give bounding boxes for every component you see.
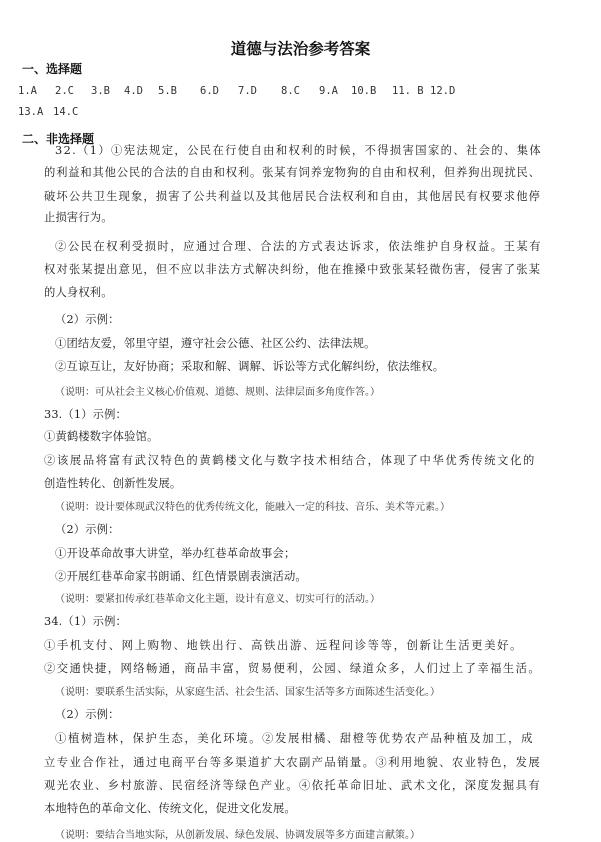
- mc-answer: 1.A: [18, 85, 37, 97]
- answer-line: （2）示例：: [55, 523, 120, 536]
- mc-answer: 2.C: [55, 85, 74, 97]
- mc-answer: 9.A: [319, 85, 338, 97]
- answer-line: 创造性转化、创新性发展。: [44, 477, 182, 490]
- answer-line: 立专业合作社，通过电商平台等多渠道扩大农副产品销量。③利用地貌、农业特色，发展: [44, 756, 542, 769]
- answer-note: （说明：要结合当地实际，从创新发展、绿色发展、协调发展等多方面建言献策。）: [55, 830, 420, 841]
- answer-line: 权对张某提出意见，但不应以非法方式解决纠纷，他在推搡中致张某轻微伤害，侵害了张某: [44, 263, 542, 276]
- answer-line: 的人身权利。: [44, 286, 113, 299]
- answer-line: 32.（1）①宪法规定，公民在行使自由和权利的时候，不得损害国家的、社会的、集体: [55, 144, 543, 157]
- answer-line: ②互谅互让，友好协商；采取和解、调解、诉讼等方式化解纠纷，依法维权。: [55, 360, 445, 373]
- mc-answer: 6.D: [200, 85, 219, 97]
- answer-line: ①团结友爱，邻里守望，遵守社会公德、社区公约、法律法规。: [55, 337, 376, 350]
- answer-note: （说明：可从社会主义核心价值观、道德、规则、法律层面多角度作答。）: [55, 387, 380, 398]
- answer-line: ①开设革命故事大讲堂，举办红巷革命故事会；: [55, 547, 296, 560]
- answer-line: ②公民在权利受损时，应通过合理、合法的方式表达诉求，依法维护自身权益。王某有: [55, 240, 543, 253]
- answer-line: 本地特色的革命文化、传统文化，促进文化发展。: [44, 802, 296, 815]
- mc-answer: 5.B: [158, 85, 177, 97]
- section-non-choice-heading: 二、非选择题: [22, 132, 95, 146]
- answer-line: 观光农业、乡村旅游、民宿经济等绿色产业。④依托革命旧址、武术文化，深度发掘具有: [44, 779, 542, 792]
- answer-line: （2）示例：: [55, 708, 120, 721]
- answer-line: （2）示例：: [55, 313, 120, 326]
- answer-line: ①黄鹤楼数字体验馆。: [44, 430, 159, 443]
- page-title: 道德与法治参考答案: [230, 40, 371, 58]
- mc-answer: 11. B: [392, 85, 424, 97]
- answer-note: （说明：设计要体现武汉特色的优秀传统文化，能融入一定的科技、音乐、美术等元素。）: [55, 502, 450, 513]
- mc-answer: 3.B: [91, 85, 110, 97]
- mc-answer: 10.B: [351, 85, 377, 97]
- mc-answer: 7.D: [238, 85, 257, 97]
- answer-line: 33.（1）示例：: [44, 408, 127, 421]
- mc-answer: 12.D: [430, 85, 456, 97]
- answer-line: 止损害行为。: [44, 211, 113, 224]
- answer-line: ②该展品将富有武汉特色的黄鹤楼文化与数字技术相结合，体现了中华优秀传统文化的: [44, 454, 536, 467]
- answer-line: 34.（1）示例：: [44, 615, 127, 628]
- answer-line: ①植树造林，保护生态，美化环境。②发展柑橘、甜橙等优势农产品种植及加工，成: [55, 732, 535, 745]
- mc-answer: 4.D: [124, 85, 143, 97]
- answer-note: （说明：要联系生活实际，从家庭生活、社会生活、国家生活等多方面陈述生活变化。）: [55, 687, 440, 698]
- section-multiple-choice-heading: 一、选择题: [22, 62, 83, 76]
- answer-line: 的利益和其他公民的合法的自由和权利。张某有饲养宠物狗的自由和权利，但养狗出现扰民、: [44, 166, 541, 179]
- mc-answer: 14.C: [53, 106, 79, 118]
- answer-line: ②开展红巷革命家书朗诵、红色情景剧表演活动。: [55, 570, 307, 583]
- answer-note: （说明：要紧扣传承红巷革命文化主题，设计有意义、切实可行的活动。）: [55, 594, 380, 605]
- answer-line: ②交通快捷，网络畅通，商品丰富，贸易便利，公园、绿道众多，人们过上了幸福生活。: [44, 662, 542, 675]
- answer-line: 破坏公共卫生现象，损害了公共利益以及其他居民合法权利和自由，其他居民有权要求他停: [44, 190, 542, 203]
- mc-answer: 13.A: [18, 106, 44, 118]
- answer-line: ①手机支付、网上购物、地铁出行、高铁出游、远程问诊等等，创新让生活更美好。: [44, 639, 524, 652]
- mc-answer: 8.C: [281, 85, 300, 97]
